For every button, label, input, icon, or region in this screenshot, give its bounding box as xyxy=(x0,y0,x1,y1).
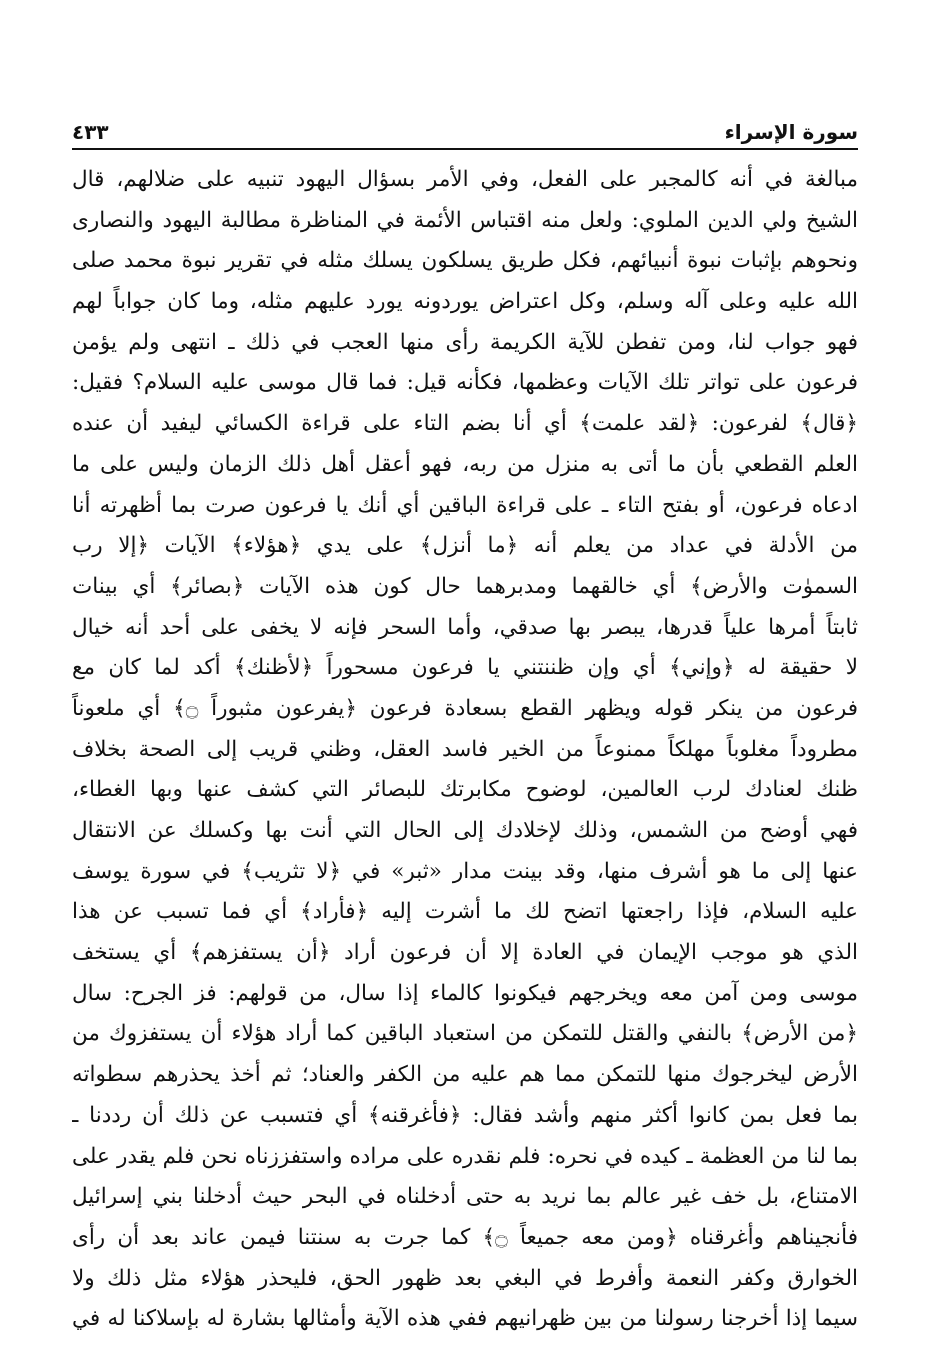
text-line: ادعاه فرعون، أو بفتح التاء ـ على قراءة الباقين أي أنك يا فرعون صرت بما أظهرته أنا xyxy=(72,492,858,518)
text-line: مطروداً مغلوباً مهلكاً ممنوعاً من الخير فاسد العقل، وظني قريب إلى الصحة بخلاف xyxy=(72,736,858,762)
text-line: الله عليه وعلى آله وسلم، وكل اعتراض يوردونه يورد عليهم مثله، وما كان جواباً لهم xyxy=(72,289,858,315)
text-line: عليه السلام، فإذا راجعتها اتضح لك ما أشرت إليه ﴿فأراد﴾ أي فما تسبب عن هذا xyxy=(72,899,858,925)
text-line: مبالغة في أنه كالمجبر على الفعل، وفي الأمر بسؤال اليهود تنبيه على ضلالهم، قال xyxy=(72,167,858,192)
text-line: سيما إذا أخرجنا رسولنا من بين ظهرانيهم ففي هذه الآية وأمثالها بشارة له بإسلاكنا له في xyxy=(72,1306,858,1332)
text-line: ثابتاً أمرها علياً قدرها، يبصر بها صدقي، وأما السحر فإنه لا يخفى على أحد أنه خيال xyxy=(72,614,858,640)
text-line: لا حقيقة له ﴿وإني﴾ أي وإن ظننتني يا فرعون مسحوراً ﴿لأظنك﴾ أكد لما كان مع xyxy=(72,655,858,681)
text-line: العلم القطعي بأن ما أتى به منزل من ربه، فهو أعقل أهل ذلك الزمان وليس على ما xyxy=(72,451,858,477)
text-line: ونحوهم بإثبات نبوة أنبيائهم، فكل طريق يسلكون يسلك مثله في تقرير نبوة محمد صلى xyxy=(72,248,858,274)
text-line: من الأدلة في عداد من يعلم أنه ﴿ما أنزل﴾ على يدي ﴿هؤلاء﴾ الآيات ﴿إلا رب xyxy=(72,533,858,559)
page-header xyxy=(72,108,858,150)
text-line: الامتناع، بل خف غير عالم بما نريد به حتى أدخلناه في البحر حيث أدخلنا بني إسرائيل xyxy=(72,1184,858,1210)
text-line: الذي هو موجب الإيمان في العادة إلا أن فرعون أراد ﴿أن يستفزهم﴾ أي يستخف xyxy=(72,940,858,966)
text-line: فهو جواب لنا، ومن تفطن للآية الكريمة رأى منها العجب في ذلك ـ انتهى ولم يؤمن xyxy=(72,329,858,355)
text-line: عنها إلى ما هو أشرف منها، وقد بينت مدار «ثبر» في ﴿لا تثريب﴾ في سورة يوسف xyxy=(72,858,858,884)
body-text xyxy=(72,160,858,1340)
text-line: فرعون على تواتر تلك الآيات وعظمها، فكأنه قيل: فما قال موسى عليه السلام؟ فقيل: xyxy=(72,370,858,396)
text-line: ظنك لعنادك لرب العالمين، لوضوح مكابرتك للبصائر التي كشف عنها وبها الغطاء، xyxy=(72,777,858,803)
text-line: الأرض ليخرجوك منها للتمكن مما هم عليه من الكفر والعناد؛ ثم أخذ يحذرهم سطواته xyxy=(72,1062,858,1088)
text-line: الخوارق وكفر النعمة وأفرط في البغي بعد ظهور الحق، فليحذر هؤلاء مثل ذلك ولا xyxy=(72,1265,858,1291)
text-line: الشيخ ولي الدين الملوي: ولعل منه اقتباس الأئمة في المناظرة مطالبة اليهود والنصارى xyxy=(72,207,858,233)
text-line: بما فعل بمن كانوا أكثر منهم وأشد فقال: ﴿فأغرقنه﴾ أي فتسبب عن ذلك أن رددنا ـ xyxy=(72,1102,858,1128)
text-line: ﴿من الأرض﴾ بالنفي والقتل للتمكن من استعباد الباقين كما أراد هؤلاء أن يستفزوك من xyxy=(72,1021,858,1047)
page-number: ٤٣٣ xyxy=(72,120,109,144)
text-line: السموٰت والأرض﴾ أي خالقهما ومدبرهما حال كون هذه الآيات ﴿بصائر﴾ أي بينات xyxy=(72,573,858,599)
text-line: ﴿قال﴾ لفرعون: ﴿لقد علمت﴾ أي أنا بضم التاء على قراءة الكسائي ليفيد أن عنده xyxy=(72,411,858,437)
text-line: موسى ومن آمن معه ويخرجهم فيكونوا كالماء إذا سال، من قولهم: فز الجرح: سال xyxy=(72,980,858,1006)
text-line: بما لنا من العظمة ـ كيده في نحره: فلم نقدره على مراده واستفززناه نحن فلم يقدر على xyxy=(72,1143,858,1169)
text-line: فرعون من ينكر قوله ويظهر القطع بسعادة فرعون ﴿يفرعون مثبوراً ۝﴾ أي ملعوناً xyxy=(72,695,858,721)
surah-title: سورة الإسراء xyxy=(724,120,858,144)
text-line: فأنجيناهم وأغرقناه ﴿ومن معه جميعاً ۝﴾ كما جرت به سنتنا فيمن عاند بعد أن رأى xyxy=(72,1224,858,1250)
text-line: فهي أوضح من الشمس، وذلك لإخلادك إلى الحال التي أنت بها وكسلك عن الانتقال xyxy=(72,818,858,843)
